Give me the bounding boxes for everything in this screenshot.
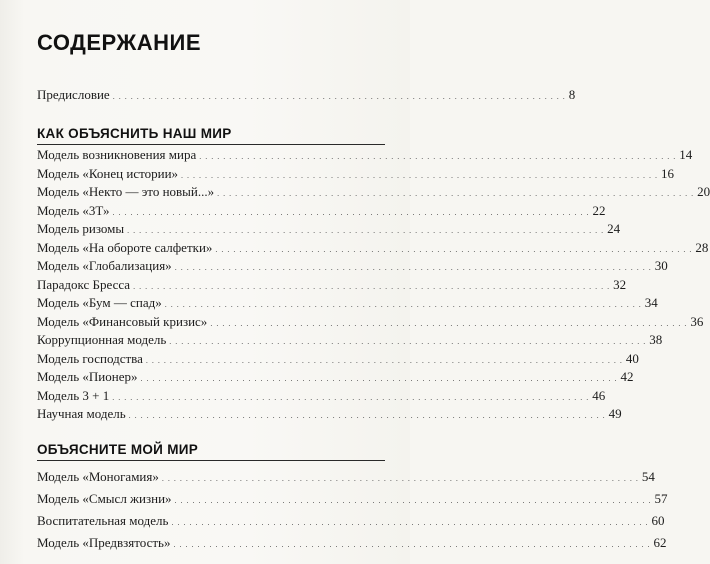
toc-entry-page: 8 [568, 87, 576, 102]
toc-entry-page: 42 [620, 369, 634, 384]
section-rule [37, 144, 385, 145]
dot-leader: . . . . . . . . . . . . . . . . . . . . . . . . . . . . . . . . . . . . . . . . . . . . . . . . . . . . . . . . . . . . . . . . . . . . . . . . . . . . . . . . [217, 189, 695, 198]
toc-entry [37, 165, 675, 183]
toc-entry-page: 20 [697, 184, 710, 199]
toc-entry-label: Модель «Предвзятость» [37, 535, 171, 550]
dot-leader: . . . . . . . . . . . . . . . . . . . . . . . . . . . . . . . . . . . . . . . . . . . . . . . . . . . . . . . . . . . . . . . . . . . . . . . . . . . . . . . . [210, 318, 688, 328]
dot-leader: . . . . . . . . . . . . . . . . . . . . . . . . . . . . . . . . . . . . . . . . . . . . . . . . . . . . . . . . . . . . . . . . . . . . . . . . . . . . . . . . [171, 518, 649, 527]
toc-entry [37, 350, 639, 368]
toc-entry [37, 202, 606, 220]
toc-entry-label: Модель «Моногамия» [37, 469, 159, 484]
toc-entry [37, 183, 710, 201]
toc-entry-page: 16 [661, 165, 675, 181]
toc-entry [37, 387, 606, 405]
toc-entry-label: Модель «Смысл жизни» [37, 491, 172, 506]
toc-entry-page: 46 [592, 387, 606, 403]
dot-leader: . . . . . . . . . . . . . . . . . . . . . . . . . . . . . . . . . . . . . . . . . . . . . . . . . . . . . . . . . . . . . . . . . . . . . . . . . . . . [112, 92, 566, 101]
dot-leader: . . . . . . . . . . . . . . . . . . . . . . . . . . . . . . . . . . . . . . . . . . . . . . . . . . . . . . . . . . . . . . . . . . . . . . . . . . . . . . . . [174, 496, 652, 505]
dot-leader: . . . . . . . . . . . . . . . . . . . . . . . . . . . . . . . . . . . . . . . . . . . . . . . . . . . . . . . . . . . . . . . . . . . . . . . . . . . . . . . . [174, 263, 652, 272]
dot-leader: . . . . . . . . . . . . . . . . . . . . . . . . . . . . . . . . . . . . . . . . . . . . . . . . . . . . . . . . . . . . . . . . . . . . . . . . . . . . . . . . [164, 300, 642, 309]
toc-entry-page: 36 [690, 313, 704, 329]
toc-entry-label: Модель «3Т» [37, 202, 110, 218]
toc-entry [37, 405, 622, 423]
toc-entry [37, 257, 668, 275]
toc-entry [37, 368, 634, 386]
toc-entry-label: Модель «Глобализация» [37, 258, 172, 273]
toc-entry [37, 534, 667, 552]
dot-leader: . . . . . . . . . . . . . . . . . . . . . . . . . . . . . . . . . . . . . . . . . . . . . . . . . . . . . . . . . . . . . . . . . . . . . . . . . . . . . . . . [112, 207, 590, 217]
toc-entry-label: Модель «Финансовый кризис» [37, 313, 208, 329]
toc-entry [37, 239, 709, 257]
toc-entry-page: 32 [613, 276, 627, 292]
toc-entry [37, 490, 668, 508]
toc-entry-label: Модель господства [37, 350, 143, 366]
toc-entry-label: Модель 3 + 1 [37, 387, 110, 403]
toc-entry-page: 14 [679, 147, 693, 162]
dot-leader: . . . . . . . . . . . . . . . . . . . . . . . . . . . . . . . . . . . . . . . . . . . . . . . . . . . . . . . . . . . . . . . . . . . . . . . . . . . . . . . . [181, 170, 659, 180]
dot-leader: . . . . . . . . . . . . . . . . . . . . . . . . . . . . . . . . . . . . . . . . . . . . . . . . . . . . . . . . . . . . . . . . . . . . . . . . . . . . . . . . [199, 152, 677, 161]
toc-entry-page: 54 [641, 469, 655, 484]
toc-entry [37, 146, 693, 164]
toc-entry-label: Парадокс Бресса [37, 276, 131, 292]
section-heading: КАК ОБЪЯСНИТЬ НАШ МИР [37, 126, 232, 141]
toc-entry-page: 28 [695, 239, 709, 255]
dot-leader: . . . . . . . . . . . . . . . . . . . . . . . . . . . . . . . . . . . . . . . . . . . . . . . . . . . . . . . . . . . . . . . . . . . . . . . . . . . . . . . . [173, 540, 651, 549]
toc-entry-label: Модель ризомы [37, 221, 125, 236]
dot-leader: . . . . . . . . . . . . . . . . . . . . . . . . . . . . . . . . . . . . . . . . . . . . . . . . . . . . . . . . . . . . . . . . . . . . . . . . . . . . . . . . [145, 355, 623, 365]
toc-entry-label: Модель «Бум — спад» [37, 295, 162, 310]
toc-entry-label: Модель «Конец истории» [37, 165, 179, 181]
toc-entry-label: Модель возникновения мира [37, 147, 197, 162]
toc-entry-page: 49 [608, 406, 622, 421]
toc-entry [37, 331, 663, 349]
toc-entry-page: 22 [592, 202, 606, 218]
dot-leader: . . . . . . . . . . . . . . . . . . . . . . . . . . . . . . . . . . . . . . . . . . . . . . . . . . . . . . . . . . . . . . . . . . . . . . . . . . . . . . . . [161, 474, 639, 483]
toc-entry-label: Предисловие [37, 87, 110, 102]
toc-entry-label: Модель «Некто — это новый...» [37, 184, 215, 199]
toc-entry [37, 313, 704, 331]
toc-entry-page: 57 [654, 491, 668, 506]
toc-entry [37, 276, 627, 294]
toc-entry-preface [37, 86, 576, 104]
page-title: СОДЕРЖАНИЕ [37, 30, 202, 55]
toc-entry-page: 30 [654, 258, 668, 273]
toc-entry-page: 38 [649, 332, 663, 347]
toc-entry-label: Воспитательная модель [37, 513, 169, 528]
toc-entry-page: 60 [651, 513, 665, 528]
toc-entry-label: Научная модель [37, 406, 126, 421]
section-rule [37, 460, 385, 461]
toc-entry-page: 34 [644, 295, 658, 310]
toc-entry [37, 294, 658, 312]
dot-leader: . . . . . . . . . . . . . . . . . . . . . . . . . . . . . . . . . . . . . . . . . . . . . . . . . . . . . . . . . . . . . . . . . . . . . . . . . . . . . . . . [169, 337, 647, 346]
toc-entry [37, 512, 665, 530]
toc-entry-label: Коррупционная модель [37, 332, 167, 347]
dot-leader: . . . . . . . . . . . . . . . . . . . . . . . . . . . . . . . . . . . . . . . . . . . . . . . . . . . . . . . . . . . . . . . . . . . . . . . . . . . . . . . . [127, 226, 605, 235]
toc-entry [37, 220, 621, 238]
toc-entry-page: 62 [653, 535, 667, 550]
toc-entry [37, 468, 655, 486]
dot-leader: . . . . . . . . . . . . . . . . . . . . . . . . . . . . . . . . . . . . . . . . . . . . . . . . . . . . . . . . . . . . . . . . . . . . . . . . . . . . . . . . [215, 244, 693, 254]
dot-leader: . . . . . . . . . . . . . . . . . . . . . . . . . . . . . . . . . . . . . . . . . . . . . . . . . . . . . . . . . . . . . . . . . . . . . . . . . . . . . . . . [112, 392, 590, 402]
section-heading: ОБЪЯСНИТЕ МОЙ МИР [37, 442, 199, 457]
dot-leader: . . . . . . . . . . . . . . . . . . . . . . . . . . . . . . . . . . . . . . . . . . . . . . . . . . . . . . . . . . . . . . . . . . . . . . . . . . . . . . . . [140, 374, 618, 383]
dot-leader: . . . . . . . . . . . . . . . . . . . . . . . . . . . . . . . . . . . . . . . . . . . . . . . . . . . . . . . . . . . . . . . . . . . . . . . . . . . . . . . . [128, 411, 606, 420]
toc-entry-page: 40 [625, 350, 639, 366]
toc-entry-label: Модель «На обороте салфетки» [37, 239, 213, 255]
dot-leader: . . . . . . . . . . . . . . . . . . . . . . . . . . . . . . . . . . . . . . . . . . . . . . . . . . . . . . . . . . . . . . . . . . . . . . . . . . . . . . . . [133, 281, 611, 291]
toc-entry-label: Модель «Пионер» [37, 369, 138, 384]
toc-entry-page: 24 [607, 221, 621, 236]
